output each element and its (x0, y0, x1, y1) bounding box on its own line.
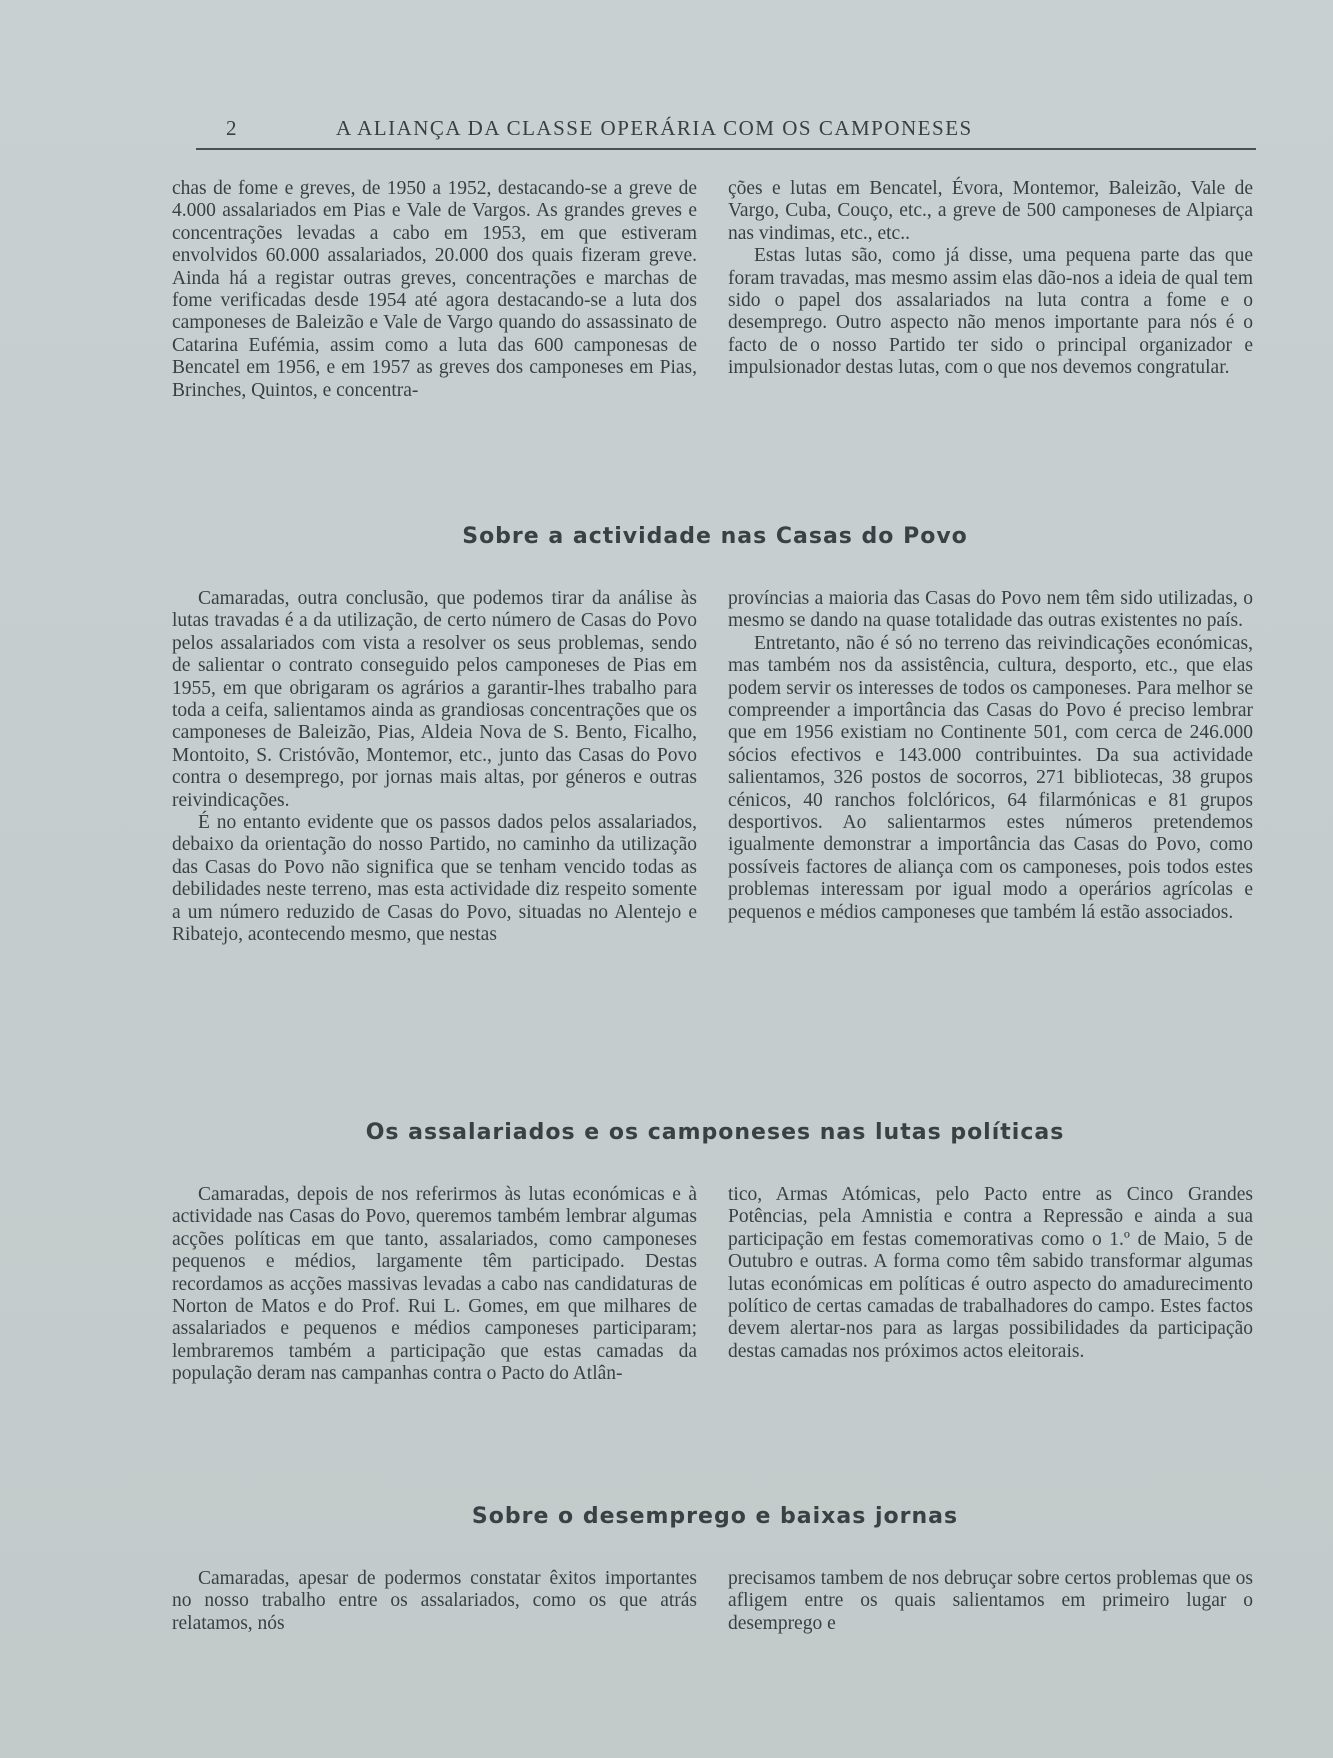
section-heading-casas-do-povo: Sobre a actividade nas Casas do Povo (462, 524, 968, 549)
section1-right-column (728, 588, 1253, 924)
paragraph: Entretanto, não é só no terreno das reivindicações económicas, mas também nos da assistência, cultura, desporto, etc., que elas podem servir os interesses de todos os camponeses. Para melhor se compreender a importância das Casas do Povo é preciso lembrar que em 1956 existiam no Continente 501, com cerca de 246.000 sócios efectivos e 143.000 contribuintes. Da sua actividade salientamos, 326 postos de socorros, 271 bibliotecas, 38 grupos cénicos, 40 ranchos folclóricos, 64 filarmónicas e 81 grupos desportivos. Ao salientarmos estes números pretendemos igualmente demonstrar a importância das Casas do Povo, como possíveis factores de aliança com os camponeses, pois todos estes problemas interessam por igual modo a operários agrícolas e pequenos e médios camponeses que também lá estão associados. (728, 632, 1253, 923)
paragraph: Camaradas, apesar de podermos constatar êxitos importantes no nosso trabalho entre os assalariados, como os que atrás relatamos, nós (172, 1568, 697, 1634)
section2-left-column (172, 1184, 697, 1386)
section-heading-desemprego: Sobre o desemprego e baixas jornas (471, 1504, 959, 1529)
section3-right-column (728, 1568, 1253, 1635)
intro-section (172, 178, 1258, 498)
section1-left-column (172, 588, 697, 947)
section2-right-column (728, 1184, 1253, 1363)
paragraph: Camaradas, outra conclusão, que podemos tirar da análise às lutas travadas é a da utilização, de certo número de Casas do Povo pelos assalariados com vista a resolver os seus problemas, sendo de salientar o contrato conseguido pelos camponeses de Pias em 1955, em que obrigaram os agrários a garantir-lhes trabalho para toda a ceifa, salientamos ainda as grandiosas concentrações que os camponeses de Baleizão, Pias, Aldeia Nova de S. Bento, Ficalho, Montoito, S. Cristóvão, Montemor, etc., junto das Casas do Povo contra o desemprego, por jornas mais altas, por géneros e outras reivindicações. (172, 588, 697, 811)
paragraph: províncias a maioria das Casas do Povo nem têm sido utilizadas, o mesmo se dando na quase totalidade das outras existentes no país. (728, 588, 1253, 632)
section3-left-column (172, 1568, 697, 1635)
paragraph: precisamos tambem de nos debruçar sobre certos problemas que os afligem entre os quais salientamos em primeiro lugar o desemprego e (728, 1568, 1253, 1634)
intro-right-column (728, 178, 1253, 380)
lutas-politicas-section (172, 1184, 1258, 1474)
running-title: A ALIANÇA DA CLASSE OPERÁRIA COM OS CAMPONESES (336, 116, 973, 140)
paragraph: ções e lutas em Bencatel, Évora, Montemor, Baleizão, Vale de Vargo, Cuba, Couço, etc., a greve de 500 camponeses de Alpiarça nas vindimas, etc., etc.. (728, 178, 1253, 244)
desemprego-section (172, 1568, 1258, 1688)
paragraph: tico, Armas Atómicas, pelo Pacto entre as Cinco Grandes Potências, pela Amnistia e contra a Repressão e ainda a sua participação em festas comemorativas como o 1.º de Maio, 5 de Outubro e outras. A forma como têm sabido transformar algumas lutas económicas em políticas é outro aspecto do amadurecimento político de certas camadas de trabalhadores do campo. Estes factos devem alertar-nos para as largas possibilidades da participação destas camadas nos próximos actos eleitorais. (728, 1184, 1253, 1362)
header-rule (196, 148, 1256, 150)
intro-left-column (172, 178, 697, 402)
casas-do-povo-section (172, 588, 1258, 1098)
paragraph: É no entanto evidente que os passos dados pelos assalariados, debaixo da orientação do nosso Partido, no caminho da utilização das Casas do Povo não significa que se tenham vencido todas as debilidades neste terreno, mas esta actividade diz respeito somente a um número reduzido de Casas do Povo, situadas no Alentejo e Ribatejo, acontecendo mesmo, que nestas (172, 812, 697, 946)
paragraph: Camaradas, depois de nos referirmos às lutas económicas e à actividade nas Casas do Povo, queremos também lembrar algumas acções políticas em que tanto, assalariados, como camponeses pequenos e médios, largamente têm participado. Destas recordamos as acções massivas levadas a cabo nas candidaturas de Norton de Matos e do Prof. Rui L. Gomes, em que milhares de assalariados e pequenos e médios camponeses participaram; lembraremos também a participação que estas camadas da população deram nas campanhas contra o Pacto do Atlân- (172, 1184, 697, 1385)
section-heading-lutas-politicas: Os assalariados e os camponeses nas lutas políticas (365, 1120, 1065, 1145)
paragraph: chas de fome e greves, de 1950 a 1952, destacando-se a greve de 4.000 assalariados em Pias e Vale de Vargos. As grandes greves e concentrações levadas a cabo em 1953, em que estiveram envolvidos 60.000 assalariados, 20.000 dos quais fizeram greve. Ainda há a registar outras greves, concentrações e marchas de fome verificadas desde 1954 até agora destacando-se a luta dos camponeses de Baleizão e Vale de Vargo quando do assassinato de Catarina Eufémia, assim como a luta das 600 camponesas de Bencatel em 1956, e em 1957 as greves dos camponeses em Pias, Brinches, Quintos, e concentra- (172, 178, 697, 401)
page-number: 2 (226, 116, 238, 140)
paragraph: Estas lutas são, como já disse, uma pequena parte das que foram travadas, mas mesmo assim elas dão-nos a ideia de qual tem sido o papel dos assalariados na luta contra a fome e o desemprego. Outro aspecto não menos importante para nós é o facto de o nosso Partido ter sido o principal organizador e impulsionador destas lutas, com o que nos devemos congratular. (728, 245, 1253, 379)
running-header (196, 112, 1256, 152)
